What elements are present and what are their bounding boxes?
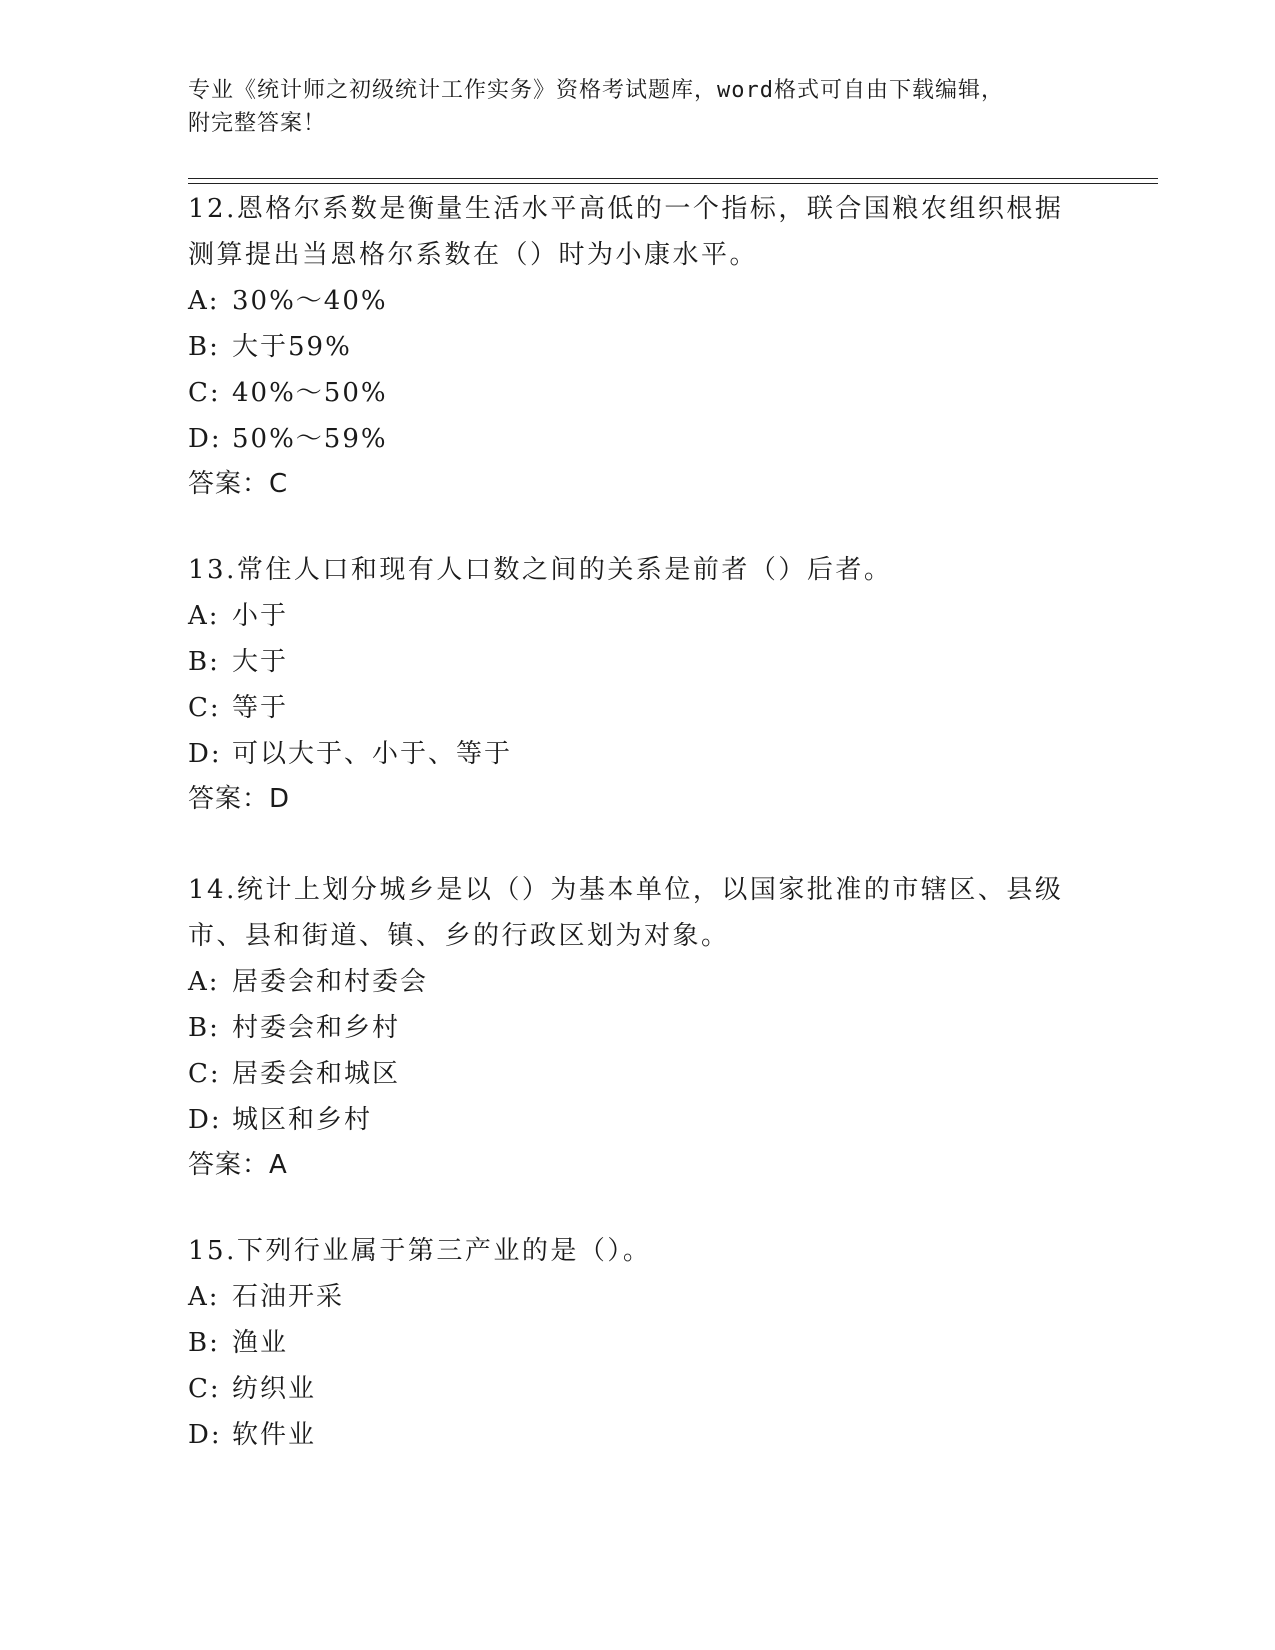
option-key: C:: [188, 378, 221, 408]
option-text: 大于59%: [232, 332, 352, 362]
option-d: [188, 416, 1088, 462]
answer-label: 答案：D: [188, 784, 291, 814]
option-b: [188, 324, 1088, 370]
header-line-1: 专业《统计师之初级统计工作实务》资格考试题库，word格式可自由下载编辑，: [188, 78, 1004, 103]
option-key: A:: [188, 1282, 220, 1312]
option-text: 居委会和城区: [232, 1059, 401, 1089]
question-13: [188, 547, 1088, 821]
option-key: C:: [188, 693, 221, 723]
option-a: [188, 593, 1088, 639]
option-key: C:: [188, 1374, 221, 1404]
question-stem-line-1: 13.常住人口和现有人口数之间的关系是前者（）后者。: [188, 555, 893, 585]
option-key: A:: [188, 967, 220, 997]
header-line-2: 附完整答案！: [188, 111, 327, 136]
question-stem-line-1: 14.统计上划分城乡是以（）为基本单位，以国家批准的市辖区、县级: [188, 875, 1064, 905]
option-key: B:: [188, 1328, 220, 1358]
option-text: 纺织业: [232, 1374, 317, 1404]
answer-label: 答案：A: [188, 1150, 288, 1180]
option-d: [188, 1097, 1088, 1143]
option-text: 居委会和村委会: [232, 967, 429, 997]
option-text: 城区和乡村: [232, 1105, 373, 1135]
option-key: A:: [188, 286, 220, 316]
question-stem-line-2: 测算提出当恩格尔系数在（）时为小康水平。: [188, 240, 759, 270]
option-text: 可以大于、小于、等于: [232, 739, 513, 769]
option-b: [188, 1320, 1088, 1366]
question-12: [188, 186, 1088, 506]
option-text: 渔业: [232, 1328, 289, 1358]
option-key: C:: [188, 1059, 221, 1089]
question-14: [188, 867, 1088, 1187]
question-stem-line-1: 12.恩格尔系数是衡量生活水平高低的一个指标，联合国粮农组织根据: [188, 194, 1064, 224]
option-c: [188, 1051, 1088, 1097]
option-key: D:: [188, 1105, 222, 1135]
option-d: [188, 1412, 1088, 1458]
option-key: D:: [188, 424, 222, 454]
option-text: 等于: [232, 693, 289, 723]
answer-label: 答案：C: [188, 469, 289, 499]
document-header: [188, 74, 1078, 140]
question-15: [188, 1228, 1088, 1458]
option-text: 50%～59%: [232, 424, 388, 454]
option-c: [188, 370, 1088, 416]
option-key: B:: [188, 647, 220, 677]
question-stem-line-1: 15.下列行业属于第三产业的是（）。: [188, 1236, 652, 1266]
option-c: [188, 685, 1088, 731]
option-b: [188, 639, 1088, 685]
question-stem-line-2: 市、县和街道、镇、乡的行政区划为对象。: [188, 921, 730, 951]
header-divider-top: [188, 178, 1158, 179]
option-text: 大于: [232, 647, 289, 677]
option-d: [188, 731, 1088, 777]
option-a: [188, 959, 1088, 1005]
option-text: 小于: [232, 601, 289, 631]
option-key: B:: [188, 1013, 220, 1043]
option-key: A:: [188, 601, 220, 631]
option-text: 石油开采: [232, 1282, 345, 1312]
option-text: 30%～40%: [232, 286, 388, 316]
option-a: [188, 1274, 1088, 1320]
option-key: D:: [188, 739, 222, 769]
option-c: [188, 1366, 1088, 1412]
option-text: 40%～50%: [232, 378, 388, 408]
option-key: B:: [188, 332, 220, 362]
option-key: D:: [188, 1420, 222, 1450]
option-b: [188, 1005, 1088, 1051]
option-text: 村委会和乡村: [232, 1013, 401, 1043]
option-text: 软件业: [232, 1420, 317, 1450]
header-divider-bottom: [188, 183, 1158, 184]
option-a: [188, 278, 1088, 324]
